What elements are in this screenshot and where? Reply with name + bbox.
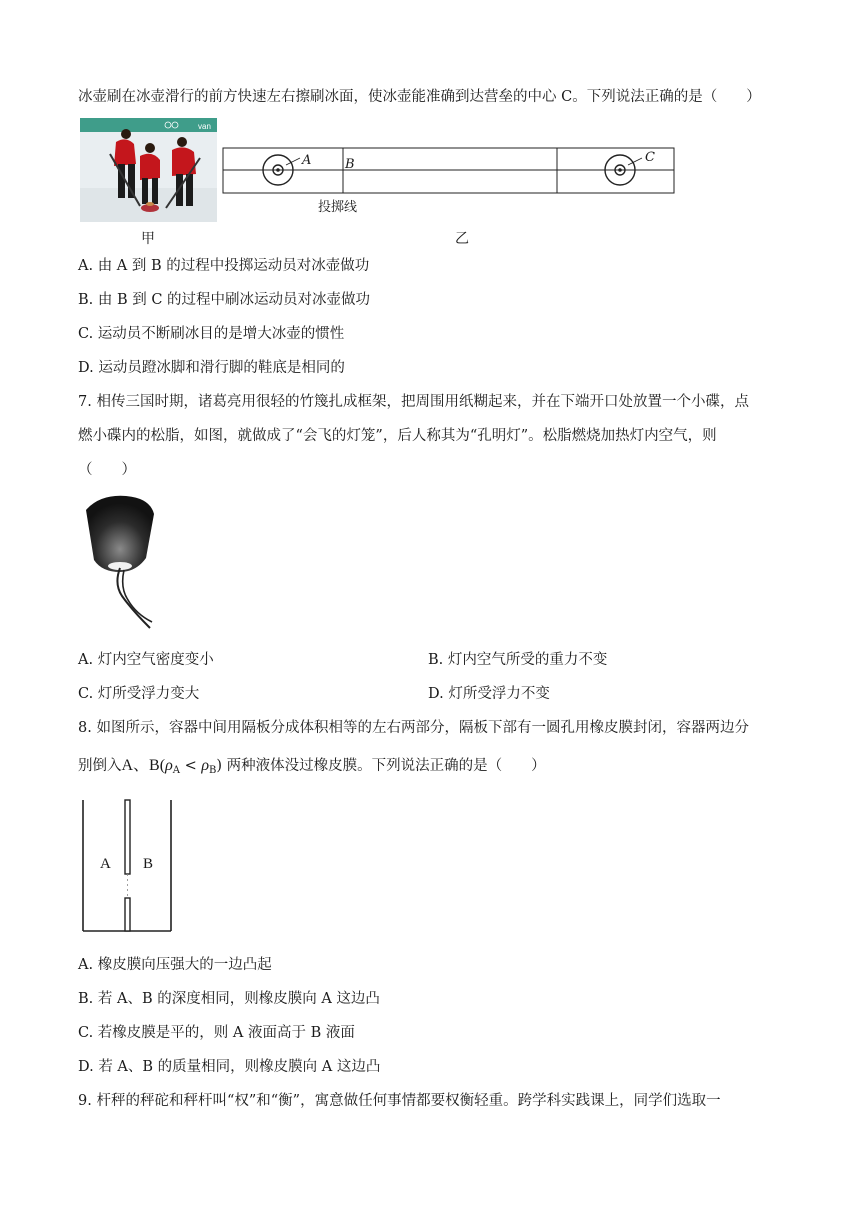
container-label-b: B <box>143 856 154 872</box>
q8-option-a: A. 橡皮膜向压强大的一边凸起 <box>78 957 272 973</box>
caption-jia: 甲 <box>141 231 155 247</box>
q7-stem-line3: （ ） <box>78 462 136 478</box>
q6-option-c: C. 运动员不断刷冰目的是增大冰壶的惯性 <box>78 326 345 342</box>
diagram-caption-throw-line: 投掷线 <box>318 200 358 215</box>
diagram-label-a: A <box>302 153 312 168</box>
rho-b: ρ <box>201 757 210 774</box>
q7-option-a: A. 灯内空气密度变小 <box>78 652 214 668</box>
q8-stem-pre: 别倒入 <box>78 758 122 774</box>
q6-stem: 冰壶刷在冰壶滑行的前方快速左右擦刷冰面，使冰壶能准确到达营垒的中心 C。下列说法正确的是（ ） <box>78 89 761 105</box>
curling-photo <box>80 118 217 222</box>
q8-option-d: D. 若 A、B 的质量相同，则橡皮膜向 A 这边凸 <box>78 1059 381 1075</box>
q7-option-c: C. 灯所受浮力变大 <box>78 686 200 702</box>
caption-yi: 乙 <box>455 231 469 247</box>
rho-a-sub: A <box>172 765 180 776</box>
q7-stem-line1: 7. 相传三国时期，诸葛亮用很轻的竹篾扎成框架，把周围用纸糊起来，并在下端开口处放置一个小碟，点 <box>78 394 749 410</box>
q7-option-b: B. 灯内空气所受的重力不变 <box>428 652 608 668</box>
diagram-label-c: C <box>645 150 655 165</box>
q7-stem-line2: 燃小碟内的松脂，如图，就做成了“会飞的灯笼”，后人称其为“孔明灯”。松脂燃烧加热灯内空气，则 <box>78 428 717 444</box>
kongming-lantern-image <box>80 492 160 632</box>
q6-option-a: A. 由 A 到 B 的过程中投掷运动员对冰壶做功 <box>78 258 370 274</box>
curling-sheet-diagram <box>222 143 677 213</box>
q8-stem-post: ) 两种液体没过橡皮膜。下列说法正确的是（ ） <box>216 758 546 774</box>
diagram-label-b: B <box>345 157 355 172</box>
q8-option-b: B. 若 A、B 的深度相同，则橡皮膜向 A 这边凸 <box>78 991 380 1007</box>
photo-sign: van <box>198 122 211 131</box>
rho-a: ρ <box>165 757 173 774</box>
less-than: < <box>184 758 197 774</box>
q9-stem-line1: 9. 杆秤的秤砣和秤杆叫“权”和“衡”，寓意做任何事情都要权衡轻重。跨学科实践课上，同学们选取一 <box>78 1093 721 1109</box>
q8-stem-line1: 8. 如图所示，容器中间用隔板分成体积相等的左右两部分，隔板下部有一圆孔用橡皮膜封闭，容器两边分 <box>78 720 749 736</box>
q8-ab-label: A、B( <box>121 757 166 774</box>
q8-stem-line2 <box>78 756 546 781</box>
rho-b-sub: B <box>209 765 217 776</box>
q6-option-d: D. 运动员蹬冰脚和滑行脚的鞋底是相同的 <box>78 360 345 376</box>
container-label-a: A <box>100 856 111 872</box>
container-partition-diagram <box>80 798 180 934</box>
q8-option-c: C. 若橡皮膜是平的，则 A 液面高于 B 液面 <box>78 1025 355 1041</box>
q7-option-d: D. 灯所受浮力不变 <box>428 686 550 702</box>
q6-option-b: B. 由 B 到 C 的过程中刷冰运动员对冰壶做功 <box>78 292 371 308</box>
